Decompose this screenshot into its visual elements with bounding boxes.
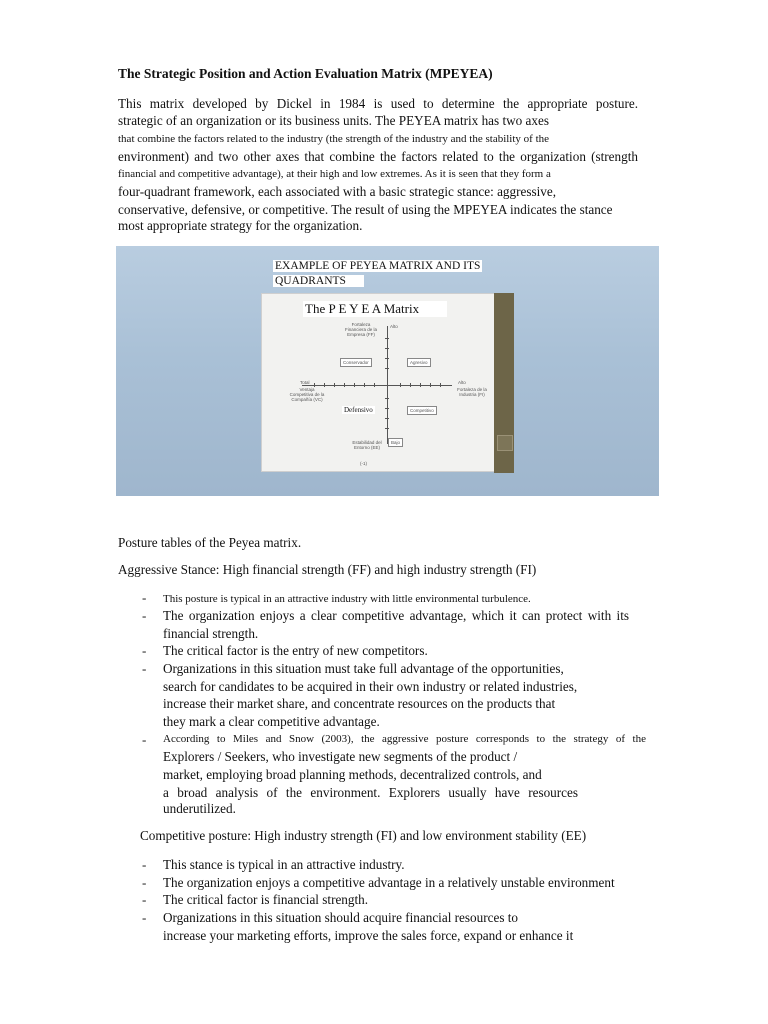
aggressive-bullet-5-cont-2: market, employing broad planning methods, decentralized controls, and: [163, 767, 542, 782]
aggressive-bullet-2-cont: financial strength.: [163, 626, 259, 641]
figure-caption-line-2: QUADRANTS: [273, 275, 364, 287]
ee-axis-label: Estabilidad del Entorno (EE): [352, 440, 382, 450]
bullet-dash: -: [142, 857, 147, 872]
peyea-figure: [116, 246, 659, 496]
intro-line-2: strategic of an organization or its business units. The PEYEA matrix has two axes: [118, 113, 549, 128]
bullet-dash: -: [142, 590, 147, 605]
aggressive-bullet-5-cont-3: a broad analysis of the environment. Explorers usually have resources: [163, 785, 578, 800]
ff-axis-label: Fortaleza Financiera de la Empresa (FF): [344, 322, 378, 337]
axis-tick: [385, 358, 389, 359]
axis-tick: [344, 383, 345, 387]
aggressive-bullet-1: This posture is typical in an attractive industry with little environmental turbulence.: [163, 593, 531, 605]
bottom-note: (-1): [360, 461, 367, 466]
axis-tick: [385, 408, 389, 409]
competitive-bullet-1: This stance is typical in an attractive industry.: [163, 857, 405, 872]
aggressive-bullet-2: The organization enjoys a clear competitive advantage, which it can protect with its: [163, 608, 629, 623]
axis-tick: [385, 428, 389, 429]
aggressive-bullet-4-cont-3: they mark a clear competitive advantage.: [163, 714, 380, 729]
axis-tick: [400, 383, 401, 387]
axis-tick: [354, 383, 355, 387]
competitive-heading: Competitive posture: High industry strength (FI) and low environment stability (EE): [140, 828, 587, 843]
competitive-bullet-2: The organization enjoys a competitive advantage in a relatively unstable environment: [163, 875, 615, 890]
competitive-bullet-3: The critical factor is financial strength.: [163, 892, 369, 907]
page-title: The Strategic Position and Action Evaluation Matrix (MPEYEA): [118, 66, 493, 81]
total-label: Total: [300, 380, 310, 385]
intro-line-5: financial and competitive advantage), at their high and low extremes. As it is seen that they form a: [118, 168, 551, 180]
axis-tick: [410, 383, 411, 387]
aggressive-bullet-4-cont-2: increase their market share, and concentrate resources on the products that: [163, 696, 556, 711]
vertical-axis: [387, 326, 388, 444]
intro-line-3: that combine the factors related to the industry (the strength of the industry and the stability of the: [118, 133, 550, 145]
fi-axis-label: Fortaleza de la Industria (FI): [457, 387, 487, 397]
competitive-bullet-4: Organizations in this situation should acquire financial resources to: [163, 910, 518, 925]
axis-tick: [385, 338, 389, 339]
quadrant-aggressive: Agresivo: [407, 358, 431, 367]
slide-nav-icon: [497, 435, 513, 451]
aggressive-bullet-5-cont-4: underutilized.: [163, 801, 236, 816]
quadrant-competitive: Competitivo: [407, 406, 437, 415]
bullet-dash: -: [142, 643, 147, 658]
matrix-title: The P E Y E A Matrix: [303, 301, 447, 317]
aggressive-bullet-5: According to Miles and Snow (2003), the aggressive posture corresponds to the strategy of the: [163, 733, 646, 745]
low-box: Bajo: [388, 438, 403, 447]
axis-tick: [385, 368, 389, 369]
matrix-slide: [261, 293, 496, 472]
intro-line-4: environment) and two other axes that combine the factors related to the organization (strength: [118, 149, 638, 164]
vc-axis-label: Ventaja Competitiva de la Compañía (VC): [289, 387, 325, 402]
bullet-dash: -: [142, 661, 147, 676]
aggressive-bullet-5-cont-1: Explorers / Seekers, who investigate new segments of the product /: [163, 749, 518, 764]
quadrant-conservative: Conservador: [340, 358, 372, 367]
intro-line-8: most appropriate strategy for the organization.: [118, 218, 363, 233]
posture-heading: Posture tables of the Peyea matrix.: [118, 535, 302, 550]
quadrant-defensive: Defensivo: [344, 406, 373, 414]
axis-tick: [385, 418, 389, 419]
competitive-bullet-4-cont: increase your marketing efforts, improve the sales force, expand or enhance it: [163, 928, 574, 943]
axis-tick: [334, 383, 335, 387]
axis-tick: [385, 398, 389, 399]
intro-line-7: conservative, defensive, or competitive. The result of using the MPEYEA indicates the stance: [118, 202, 613, 217]
axis-tick: [364, 383, 365, 387]
axis-tick: [374, 383, 375, 387]
slide-side-panel: [494, 293, 514, 473]
bullet-dash: -: [142, 875, 147, 890]
bullet-dash: -: [142, 892, 147, 907]
axis-tick: [420, 383, 421, 387]
aggressive-bullet-4-cont-1: search for candidates to be acquired in their own industry or related industries,: [163, 679, 578, 694]
aggressive-bullet-4: Organizations in this situation must take full advantage of the opportunities,: [163, 661, 564, 676]
bullet-dash: -: [142, 608, 147, 623]
aggressive-bullet-3: The critical factor is the entry of new competitors.: [163, 643, 428, 658]
alto-right-label: Alto: [458, 380, 466, 385]
axis-tick: [430, 383, 431, 387]
intro-line-1: This matrix developed by Dickel in 1984 is used to determine the appropriate posture.: [118, 96, 638, 111]
aggressive-heading: Aggressive Stance: High financial strength (FF) and high industry strength (FI): [118, 562, 537, 577]
bullet-dash: -: [142, 910, 147, 925]
figure-caption-line-1: EXAMPLE OF PEYEA MATRIX AND ITS: [275, 260, 481, 272]
alto-top-label: Alto: [390, 324, 398, 329]
axis-tick: [440, 383, 441, 387]
intro-line-6: four-quadrant framework, each associated with a basic strategic stance: aggressive,: [118, 184, 557, 199]
axis-tick: [385, 348, 389, 349]
bullet-dash: -: [142, 732, 147, 747]
